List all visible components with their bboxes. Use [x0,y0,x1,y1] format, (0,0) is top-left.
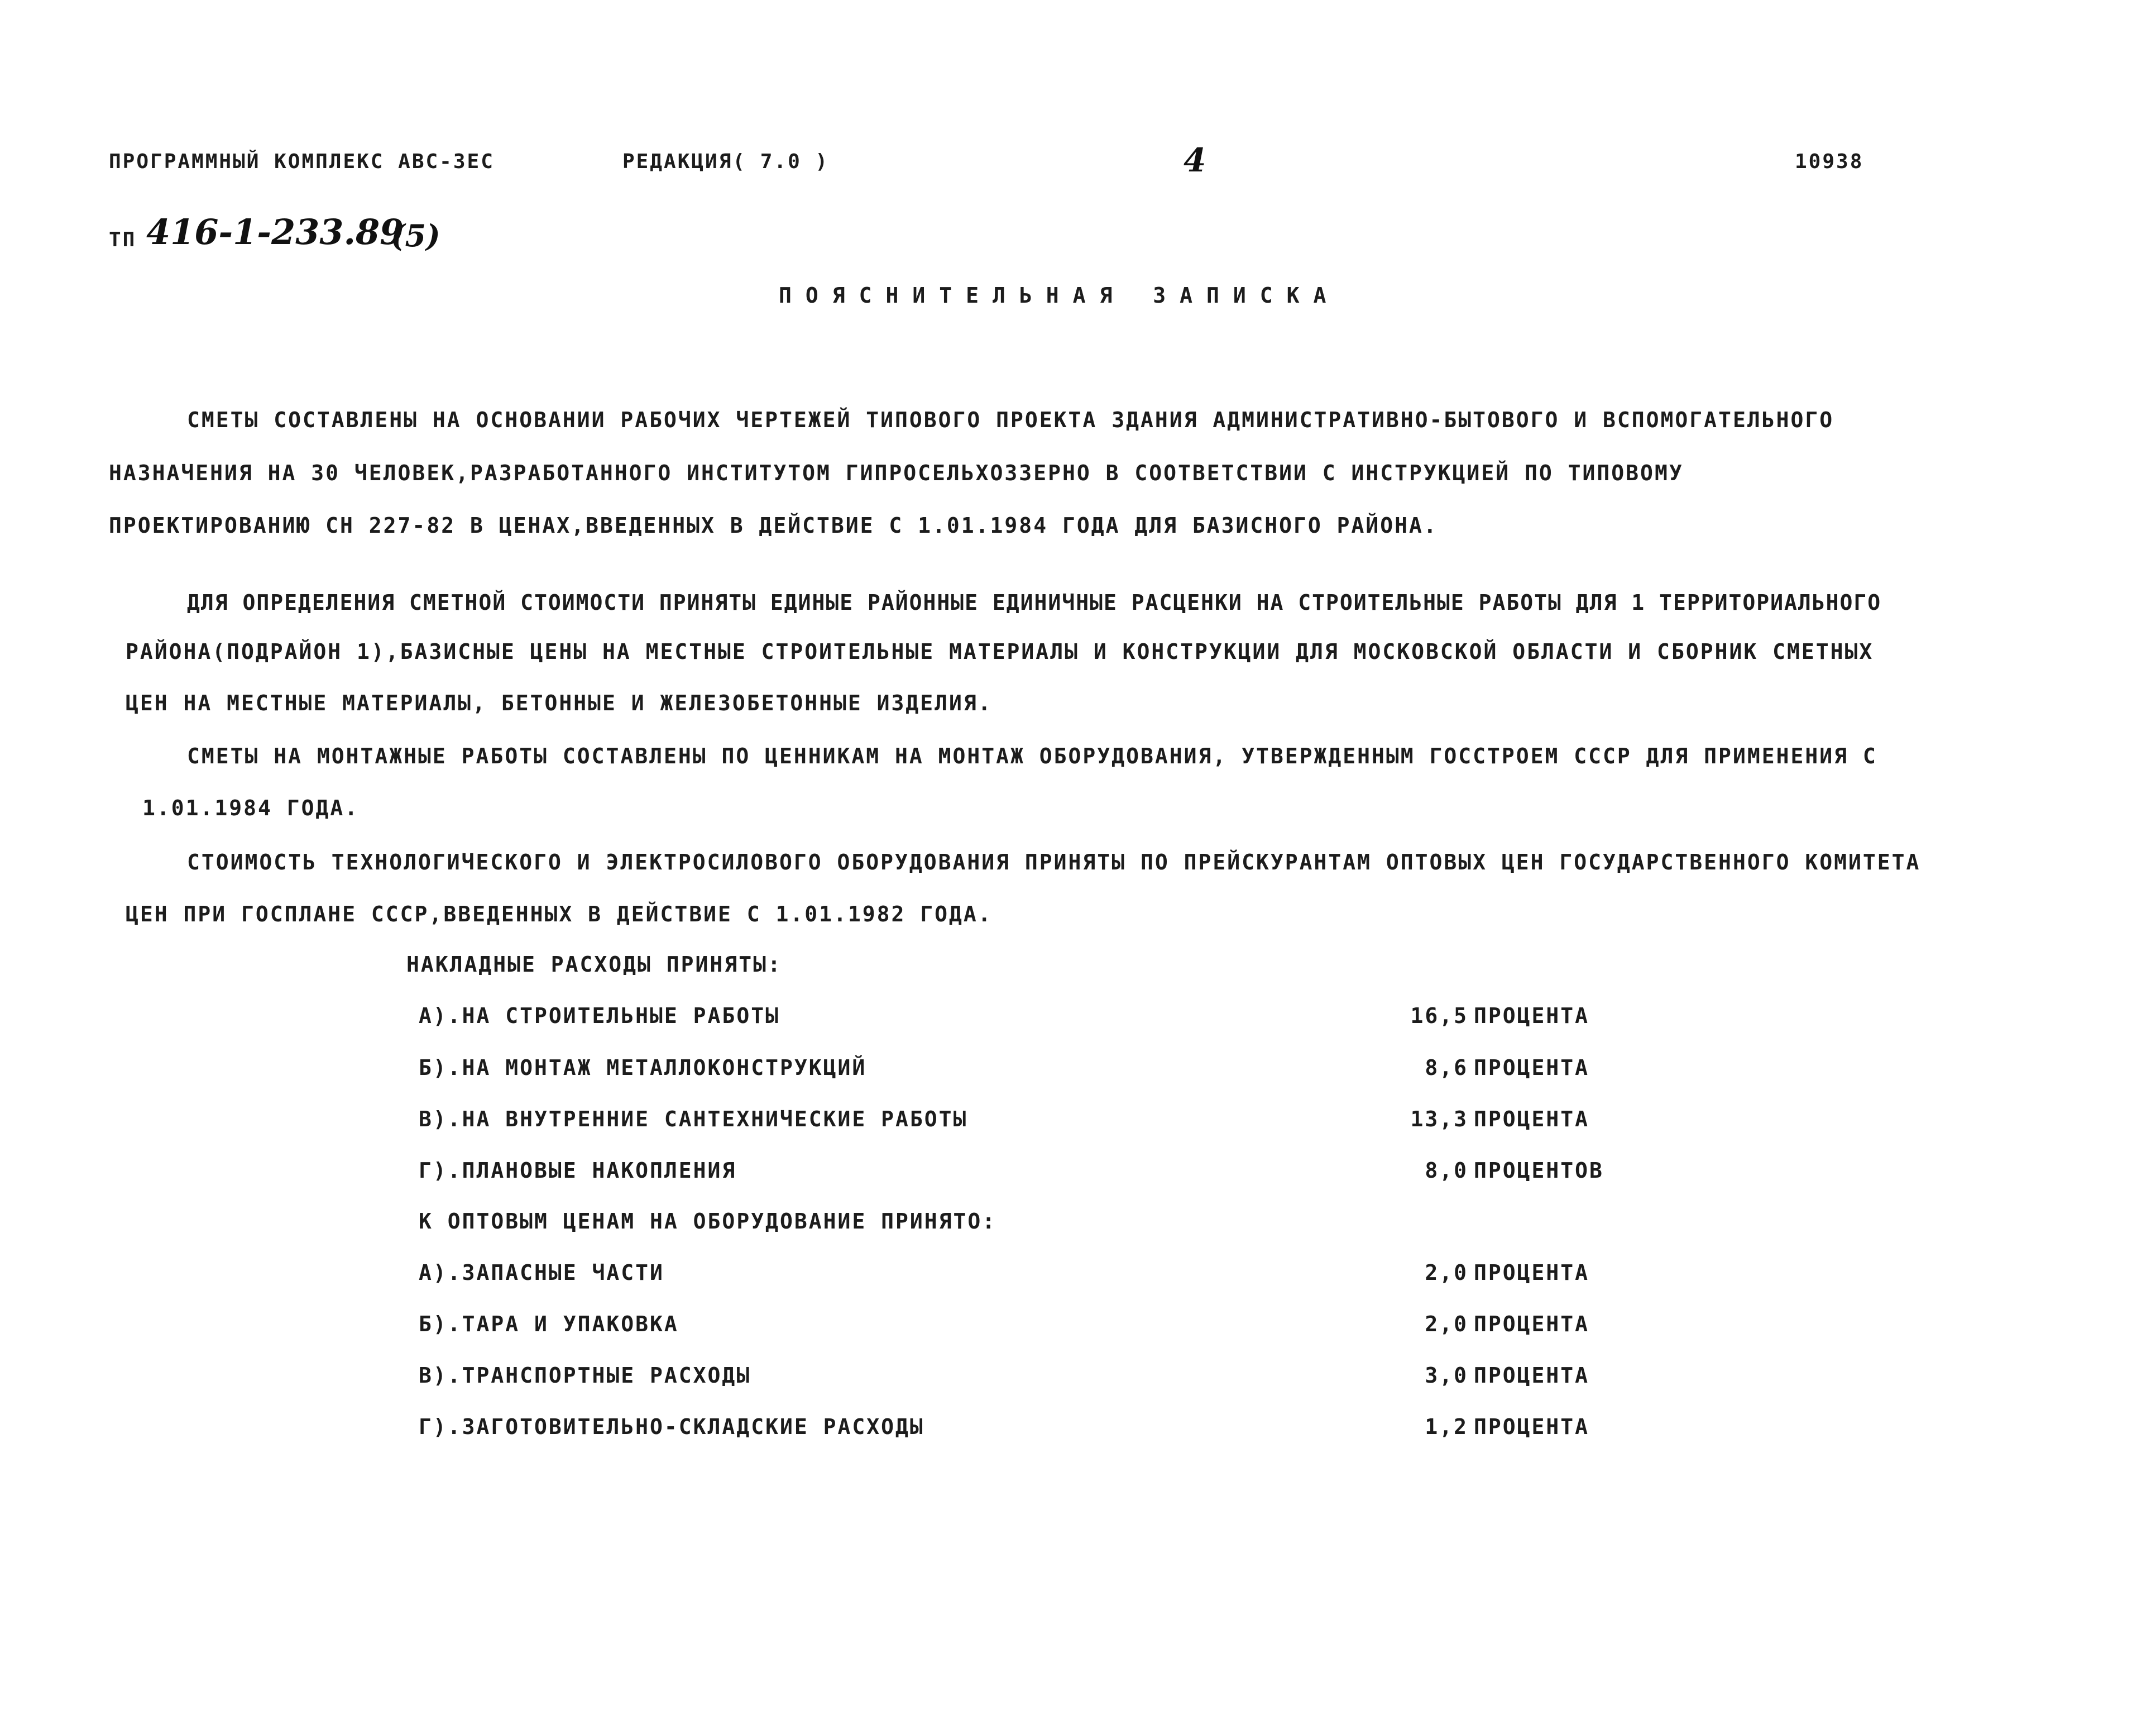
overhead-item-value: 8,6 [1425,1055,1468,1080]
paragraph-1-line-1: СМЕТЫ СОСТАВЛЕНЫ НА ОСНОВАНИИ РАБОЧИХ ЧЕРТЕЖЕЙ ТИПОВОГО ПРОЕКТА ЗДАНИЯ АДМИНИСТРАТИВНО-БЫТОВОГО И ВСПОМОГАТЕЛЬНОГО [187,408,1834,432]
overhead-item-value: 8,0 [1425,1158,1468,1183]
paragraph-4-line-2: ЦЕН ПРИ ГОСПЛАНЕ СССР,ВВЕДЕННЫХ В ДЕЙСТВИЕ С 1.01.1982 ГОДА. [126,902,993,926]
paragraph-2-line-1: ДЛЯ ОПРЕДЕЛЕНИЯ СМЕТНОЙ СТОИМОСТИ ПРИНЯТЫ ЕДИНЫЕ РАЙОННЫЕ ЕДИНИЧНЫЕ РАСЦЕНКИ НА СТРОИТЕЛЬНЫЕ РАБОТЫ ДЛЯ 1 ТЕРРИТОРИАЛЬНОГО [187,590,1882,615]
paragraph-1-line-3: ПРОЕКТИРОВАНИЮ СН 227-82 В ЦЕНАХ,ВВЕДЕННЫХ В ДЕЙСТВИЕ С 1.01.1984 ГОДА ДЛЯ БАЗИСНОГО РАЙОНА. [109,513,1438,538]
overhead-item-label: В).НА ВНУТРЕННИЕ САНТЕХНИЧЕСКИЕ РАБОТЫ [419,1107,968,1131]
equipment-item-unit: ПРОЦЕНТА [1474,1312,1590,1336]
page-number: 4 [1184,141,1206,179]
equipment-item-unit: ПРОЦЕНТА [1474,1260,1590,1285]
project-code: 416-1-233.89 [146,212,404,252]
equipment-item-unit: ПРОЦЕНТА [1474,1363,1590,1388]
equipment-item-value: 1,2 [1425,1414,1468,1439]
paragraph-2-line-2: РАЙОНА(ПОДРАЙОН 1),БАЗИСНЫЕ ЦЕНЫ НА МЕСТНЫЕ СТРОИТЕЛЬНЫЕ МАТЕРИАЛЫ И КОНСТРУКЦИИ ДЛЯ МОСКОВСКОЙ ОБЛАСТИ И СБОРНИК СМЕТНЫХ [126,639,1874,664]
project-code-prefix: ТП [109,228,137,251]
overhead-item-unit: ПРОЦЕНТА [1474,1003,1590,1028]
equipment-item-label: Г).ЗАГОТОВИТЕЛЬНО-СКЛАДСКИЕ РАСХОДЫ [419,1414,924,1439]
equipment-item-value: 2,0 [1425,1312,1468,1336]
equipment-item-label: А).ЗАПАСНЫЕ ЧАСТИ [419,1260,664,1285]
overhead-item-unit: ПРОЦЕНТА [1474,1055,1590,1080]
document-title: ПОЯСНИТЕЛЬНАЯ ЗАПИСКА [779,283,1340,308]
paragraph-4-line-1: СТОИМОСТЬ ТЕХНОЛОГИЧЕСКОГО И ЭЛЕКТРОСИЛОВОГО ОБОРУДОВАНИЯ ПРИНЯТЫ ПО ПРЕЙСКУРАНТАМ ОПТОВЫХ ЦЕН ГОСУДАРСТВЕННОГО КОМИТЕТА [187,850,1921,874]
equipment-heading: К ОПТОВЫМ ЦЕНАМ НА ОБОРУДОВАНИЕ ПРИНЯТО: [419,1209,997,1234]
paragraph-2-line-3: ЦЕН НА МЕСТНЫЕ МАТЕРИАЛЫ, БЕТОННЫЕ И ЖЕЛЕЗОБЕТОННЫЕ ИЗДЕЛИЯ. [126,691,993,715]
paragraph-1-line-2: НАЗНАЧЕНИЯ НА 30 ЧЕЛОВЕК,РАЗРАБОТАННОГО ИНСТИТУТОМ ГИПРОСЕЛЬХОЗЗЕРНО В СООТВЕТСТВИИ С ИНСТРУКЦИЕЙ ПО ТИПОВОМУ [109,461,1684,485]
program-edition: РЕДАКЦИЯ( 7.0 ) [622,150,830,173]
overhead-item-value: 16,5 [1410,1003,1468,1028]
equipment-item-label: В).ТРАНСПОРТНЫЕ РАСХОДЫ [419,1363,751,1388]
equipment-item-value: 3,0 [1425,1363,1468,1388]
project-code-part: (5) [391,218,440,254]
paragraph-3-line-2: 1.01.1984 ГОДА. [142,796,360,820]
overhead-item-label: Б).НА МОНТАЖ МЕТАЛЛОКОНСТРУКЦИЙ [419,1055,867,1080]
overhead-item-unit: ПРОЦЕНТОВ [1474,1158,1604,1183]
paragraph-3-line-1: СМЕТЫ НА МОНТАЖНЫЕ РАБОТЫ СОСТАВЛЕНЫ ПО ЦЕННИКАМ НА МОНТАЖ ОБОРУДОВАНИЯ, УТВЕРЖДЕННЫМ ГОССТРОЕМ СССР ДЛЯ ПРИМЕНЕНИЯ С [187,744,1877,768]
overhead-item-value: 13,3 [1410,1107,1468,1131]
overhead-item-unit: ПРОЦЕНТА [1474,1107,1590,1131]
equipment-item-value: 2,0 [1425,1260,1468,1285]
equipment-item-label: Б).ТАРА И УПАКОВКА [419,1312,679,1336]
program-name: ПРОГРАММНЫЙ КОМПЛЕКС АВС-3ЕС [109,150,495,173]
overhead-item-label: Г).ПЛАНОВЫЕ НАКОПЛЕНИЯ [419,1158,737,1183]
overheads-heading: НАКЛАДНЫЕ РАСХОДЫ ПРИНЯТЫ: [406,952,782,977]
overhead-item-label: А).НА СТРОИТЕЛЬНЫЕ РАБОТЫ [419,1003,780,1028]
document-number: 10938 [1795,150,1864,173]
equipment-item-unit: ПРОЦЕНТА [1474,1414,1590,1439]
